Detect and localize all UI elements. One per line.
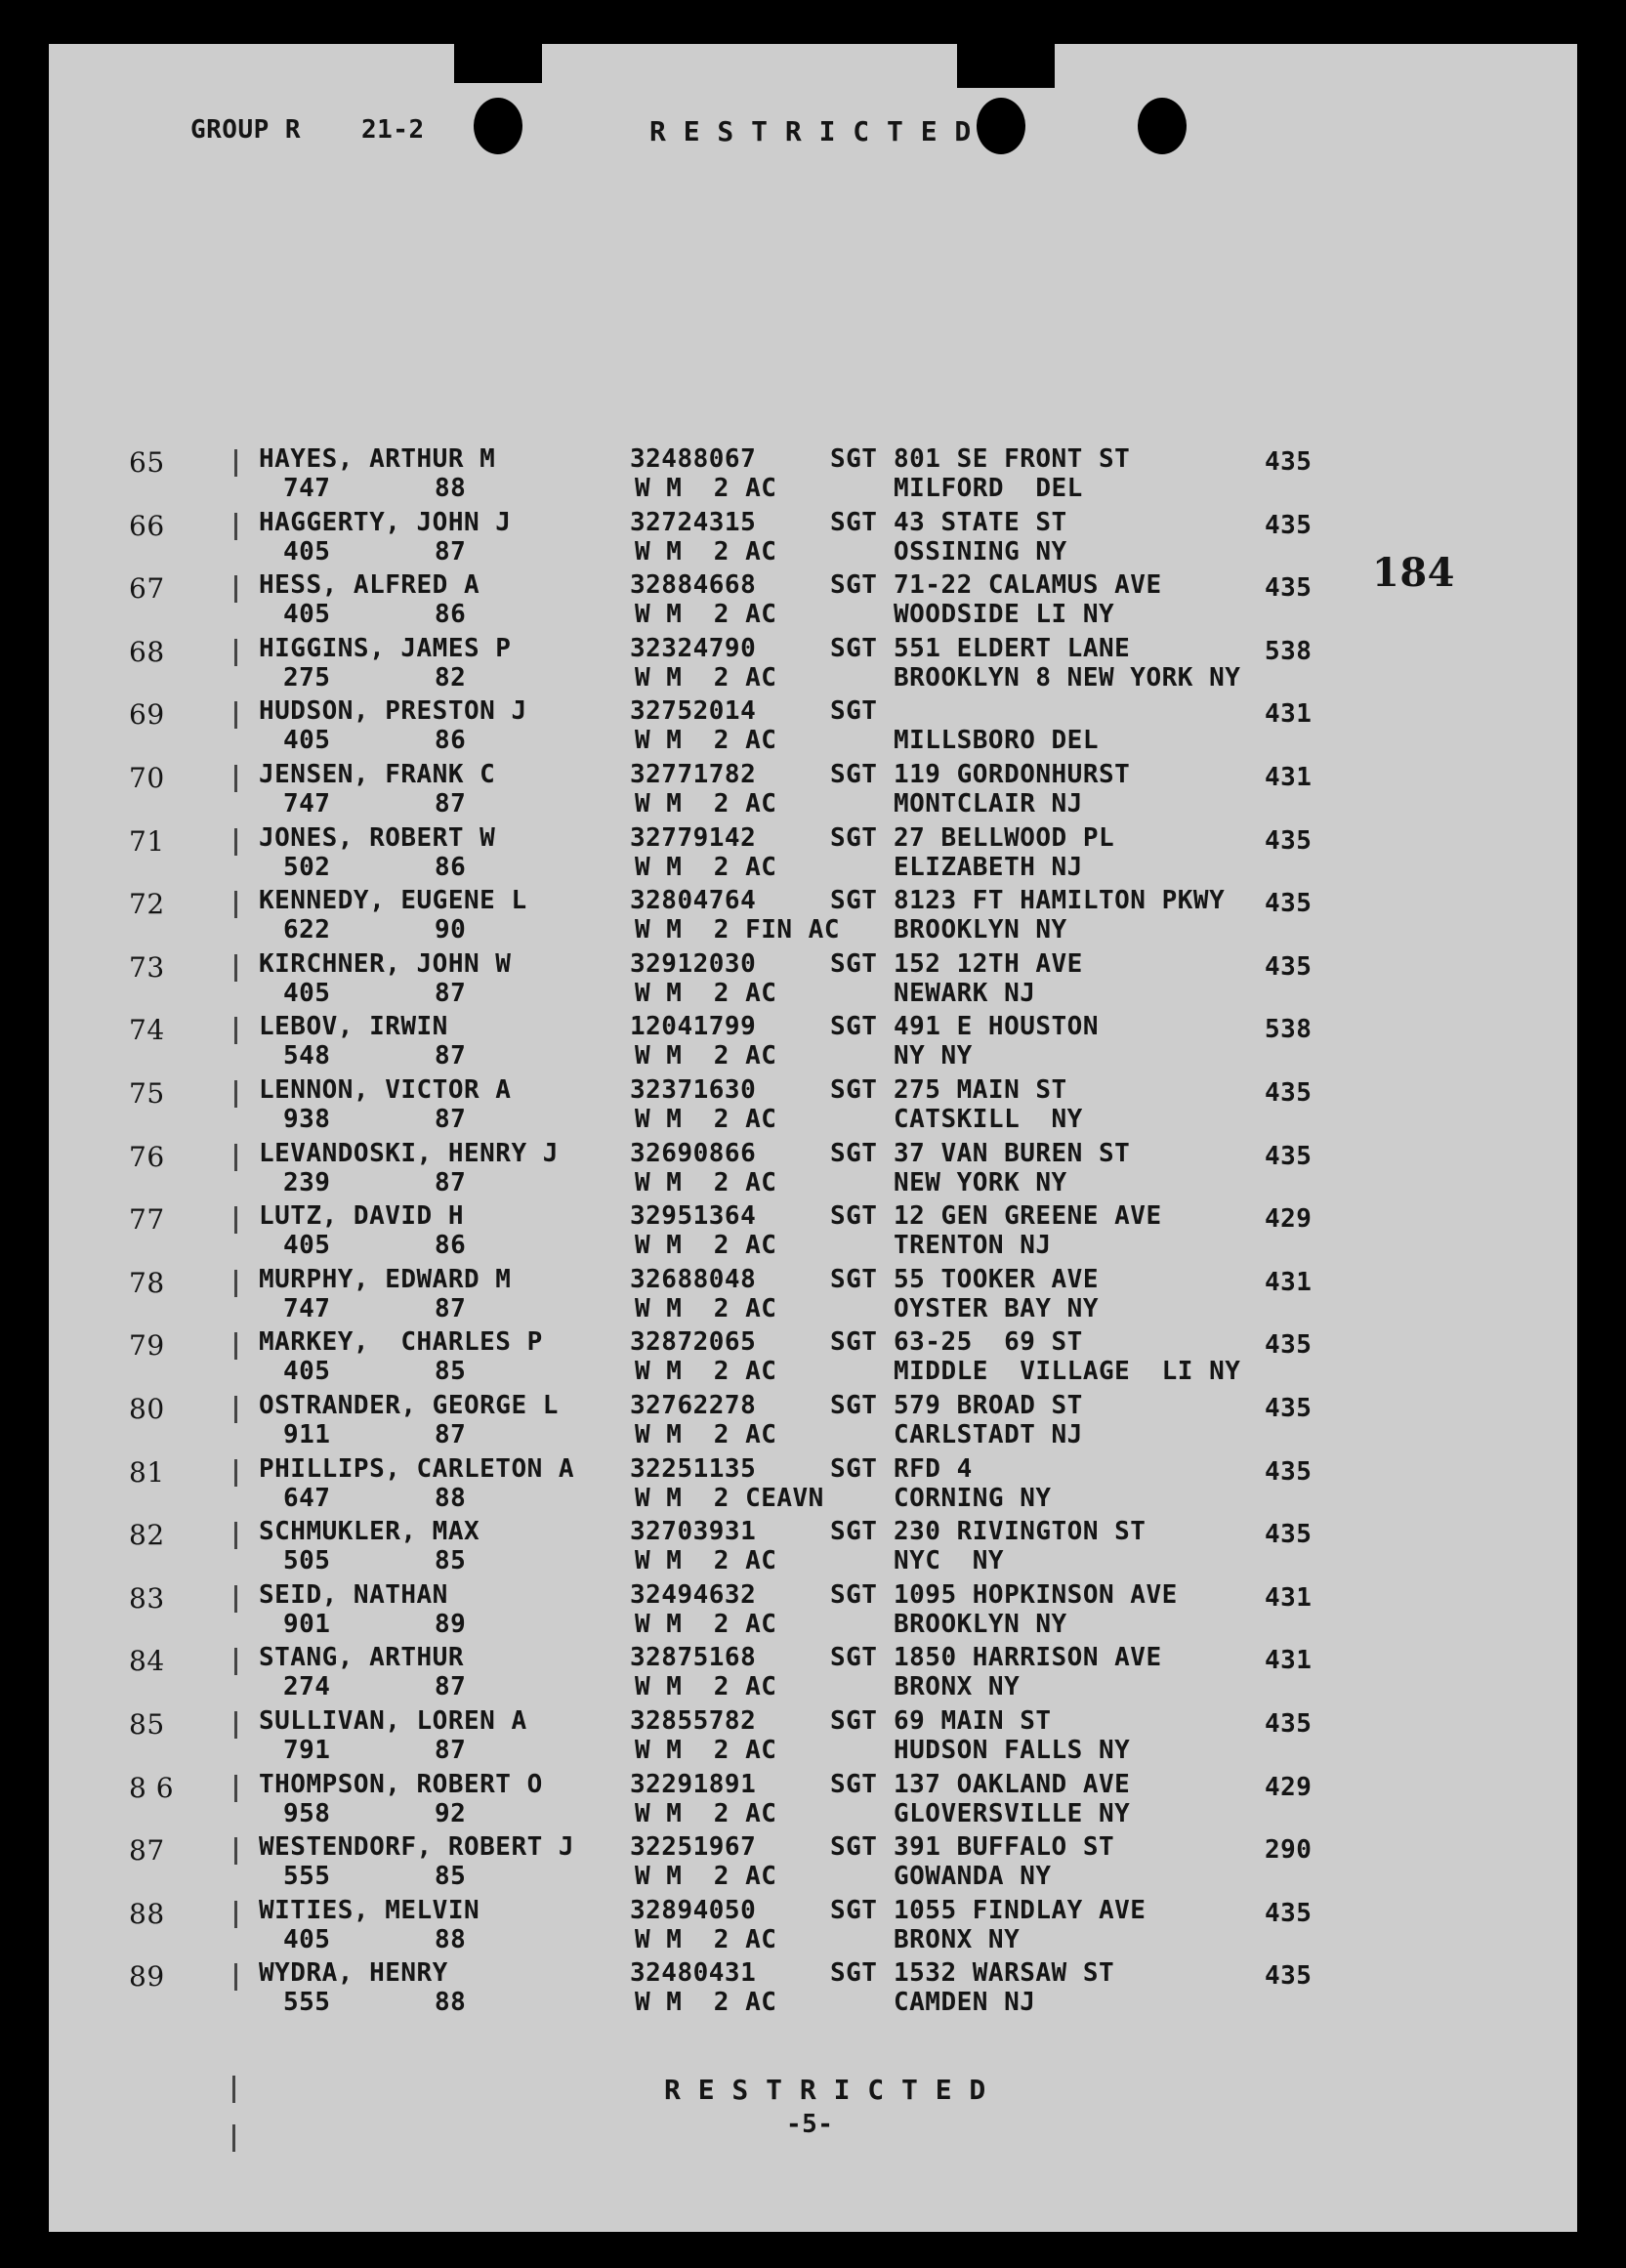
address-street: 55 TOOKER AVE	[894, 1264, 1099, 1294]
margin-tick	[234, 575, 237, 603]
name: SEID, NATHAN	[259, 1579, 448, 1610]
address-city: OYSTER BAY NY	[894, 1293, 1099, 1323]
row-number: 69	[129, 698, 165, 732]
specialty-code: 239	[283, 1167, 331, 1197]
race-sex-branch: W M 2 CEAVN	[635, 1483, 824, 1513]
row-number: 68	[129, 635, 165, 668]
rank: SGT	[830, 1327, 878, 1358]
row-number: 70	[129, 762, 165, 794]
serial-number: 32688048	[630, 1264, 757, 1294]
rank: SGT	[830, 1832, 878, 1863]
row-number: 89	[129, 1960, 165, 1994]
document-page	[49, 44, 1577, 2232]
row-number: 67	[129, 572, 165, 606]
address-street: 275 MAIN ST	[894, 1075, 1067, 1105]
score: 87	[435, 1105, 467, 1134]
name: HESS, ALFRED A	[259, 570, 480, 601]
address-city: HUDSON FALLS NY	[894, 1736, 1131, 1765]
race-sex-branch: W M 2 AC	[635, 1736, 777, 1765]
row-number: 75	[129, 1077, 165, 1110]
name: JONES, ROBERT W	[259, 822, 496, 853]
margin-tick	[234, 1901, 237, 1928]
name: PHILLIPS, CARLETON A	[259, 1453, 575, 1484]
race-sex-branch: W M 2 AC	[635, 1357, 777, 1387]
address-city: MILFORD DEL	[894, 474, 1083, 503]
specialty-code: 548	[283, 1041, 331, 1071]
rank: SGT	[830, 696, 878, 727]
score: 86	[435, 852, 467, 882]
header-restricted: R E S T R I C T E D	[649, 115, 972, 147]
score: 85	[435, 1862, 467, 1892]
score: 87	[435, 536, 467, 567]
specialty-code: 502	[283, 852, 331, 882]
score: 87	[435, 789, 467, 819]
race-sex-branch: W M 2 AC	[635, 1105, 777, 1134]
margin-tick	[234, 1648, 237, 1675]
rank: SGT	[830, 1391, 878, 1420]
rank: SGT	[830, 822, 878, 853]
race-sex-branch: W M 2 AC	[635, 1041, 777, 1071]
station-code: 435	[1265, 573, 1313, 604]
specialty-code: 958	[283, 1798, 331, 1828]
name: LEBOV, IRWIN	[259, 1012, 448, 1042]
address-city: OSSINING NY	[894, 536, 1067, 567]
address-street: 1055 FINDLAY AVE	[894, 1895, 1147, 1925]
serial-number: 32251967	[630, 1832, 757, 1863]
address-city: NEWARK NJ	[894, 978, 1036, 1008]
name: SULLIVAN, LOREN A	[259, 1706, 527, 1736]
torn-edge	[957, 44, 1055, 88]
margin-tick	[234, 639, 237, 666]
score: 85	[435, 1546, 467, 1576]
score: 86	[435, 1231, 467, 1261]
serial-number: 32752014	[630, 696, 757, 727]
score: 82	[435, 662, 467, 693]
margin-tick	[234, 1775, 237, 1802]
address-city: WOODSIDE LI NY	[894, 600, 1115, 630]
address-street: 551 ELDERT LANE	[894, 633, 1131, 663]
rank: SGT	[830, 886, 878, 916]
row-number: 85	[129, 1708, 165, 1741]
score: 88	[435, 1988, 467, 2018]
station-code: 431	[1265, 699, 1313, 730]
rank: SGT	[830, 444, 878, 474]
name: LUTZ, DAVID H	[259, 1201, 464, 1232]
address-city: NEW YORK NY	[894, 1167, 1067, 1197]
address-street: 1850 HARRISON AVE	[894, 1643, 1162, 1673]
specialty-code: 405	[283, 1231, 331, 1261]
serial-number: 32884668	[630, 570, 757, 601]
margin-tick	[234, 828, 237, 856]
score: 86	[435, 600, 467, 630]
race-sex-branch: W M 2 AC	[635, 1988, 777, 2018]
row-number: 80	[129, 1393, 165, 1425]
station-code: 429	[1265, 1772, 1313, 1802]
rank: SGT	[830, 948, 878, 979]
margin-tick	[234, 954, 237, 982]
score: 87	[435, 1420, 467, 1449]
specialty-code: 647	[283, 1483, 331, 1513]
name: WITIES, MELVIN	[259, 1895, 480, 1925]
row-number: 82	[129, 1519, 165, 1552]
address-city: BROOKLYN NY	[894, 1609, 1067, 1639]
name: MARKEY, CHARLES P	[259, 1327, 543, 1358]
serial-number: 12041799	[630, 1012, 757, 1042]
serial-number: 32951364	[630, 1201, 757, 1232]
serial-number: 32324790	[630, 633, 757, 663]
address-city: ELIZABETH NJ	[894, 852, 1083, 882]
row-number: 71	[129, 824, 165, 858]
address-street: 12 GEN GREENE AVE	[894, 1201, 1162, 1232]
address-street: 119 GORDONHURST	[894, 760, 1131, 789]
specialty-code: 405	[283, 1357, 331, 1387]
address-city: NYC NY	[894, 1546, 1005, 1576]
rank: SGT	[830, 1453, 878, 1484]
station-code: 435	[1265, 889, 1313, 919]
address-street: 579 BROAD ST	[894, 1391, 1083, 1420]
row-number: 65	[129, 446, 165, 479]
address-street: 491 E HOUSTON	[894, 1012, 1099, 1042]
race-sex-branch: W M 2 AC	[635, 1420, 777, 1449]
specialty-code: 274	[283, 1672, 331, 1702]
station-code: 538	[1265, 1015, 1313, 1045]
address-city: MILLSBORO DEL	[894, 726, 1099, 756]
row-number: 73	[129, 950, 165, 984]
race-sex-branch: W M 2 AC	[635, 536, 777, 567]
station-code: 431	[1265, 1646, 1313, 1676]
score: 88	[435, 1483, 467, 1513]
margin-tick	[234, 891, 237, 918]
serial-number: 32703931	[630, 1517, 757, 1547]
serial-number: 32875168	[630, 1643, 757, 1673]
margin-tick	[234, 765, 237, 792]
punch-hole	[1138, 98, 1187, 154]
specialty-code: 505	[283, 1546, 331, 1576]
score: 87	[435, 1041, 467, 1071]
specialty-code: 405	[283, 978, 331, 1008]
rank: SGT	[830, 507, 878, 537]
address-city: BRONX NY	[894, 1672, 1021, 1702]
row-number: 84	[129, 1645, 165, 1678]
rank: SGT	[830, 1138, 878, 1168]
address-street: 152 12TH AVE	[894, 948, 1083, 979]
serial-number: 32771782	[630, 760, 757, 789]
margin-tick	[234, 1206, 237, 1234]
margin-tick	[234, 1017, 237, 1044]
rank: SGT	[830, 1706, 878, 1736]
rank: SGT	[830, 1201, 878, 1232]
row-number: 78	[129, 1266, 165, 1299]
serial-number: 32762278	[630, 1391, 757, 1420]
rank: SGT	[830, 1264, 878, 1294]
score: 85	[435, 1357, 467, 1387]
rank: SGT	[830, 1517, 878, 1547]
row-number: 87	[129, 1834, 165, 1868]
address-street: 63-25 69 ST	[894, 1327, 1083, 1358]
address-street: RFD 4	[894, 1453, 973, 1484]
margin-tick	[234, 1332, 237, 1360]
station-code: 290	[1265, 1835, 1313, 1866]
serial-number: 32371630	[630, 1075, 757, 1105]
race-sex-branch: W M 2 AC	[635, 1862, 777, 1892]
address-city: CORNING NY	[894, 1483, 1052, 1513]
rank: SGT	[830, 570, 878, 601]
row-number: 88	[129, 1897, 165, 1930]
footer-restricted: R E S T R I C T E D	[664, 2074, 986, 2106]
rank: SGT	[830, 760, 878, 789]
margin-tick	[234, 1144, 237, 1171]
punch-hole	[474, 98, 522, 154]
address-city: BRONX NY	[894, 1924, 1021, 1954]
address-city: CAMDEN NJ	[894, 1988, 1036, 2018]
station-code: 435	[1265, 1330, 1313, 1361]
race-sex-branch: W M 2 AC	[635, 474, 777, 503]
row-number: 72	[129, 888, 165, 921]
station-code: 435	[1265, 1394, 1313, 1423]
margin-tick	[234, 449, 237, 477]
name: HAYES, ARTHUR M	[259, 444, 496, 474]
specialty-code: 405	[283, 726, 331, 756]
specialty-code: 747	[283, 474, 331, 503]
margin-tick	[234, 1522, 237, 1549]
station-code: 435	[1265, 1141, 1313, 1171]
serial-number: 32804764	[630, 886, 757, 916]
serial-number: 32894050	[630, 1895, 757, 1925]
margin-tick	[234, 1270, 237, 1297]
race-sex-branch: W M 2 AC	[635, 1609, 777, 1639]
name: STANG, ARTHUR	[259, 1643, 464, 1673]
score: 87	[435, 1736, 467, 1765]
address-street: 137 OAKLAND AVE	[894, 1769, 1131, 1799]
serial-number: 32480431	[630, 1958, 757, 1989]
address-city: TRENTON NJ	[894, 1231, 1052, 1261]
score: 87	[435, 1672, 467, 1702]
race-sex-branch: W M 2 AC	[635, 852, 777, 882]
station-code: 429	[1265, 1204, 1313, 1235]
row-number: 8 6	[129, 1771, 175, 1804]
row-number: 74	[129, 1014, 165, 1047]
margin-rule	[232, 2076, 235, 2103]
name: LENNON, VICTOR A	[259, 1075, 512, 1105]
row-number: 77	[129, 1203, 165, 1237]
margin-tick	[234, 1080, 237, 1108]
serial-number: 32855782	[630, 1706, 757, 1736]
score: 87	[435, 1167, 467, 1197]
name: THOMPSON, ROBERT O	[259, 1769, 543, 1799]
rank: SGT	[830, 633, 878, 663]
torn-edge	[454, 44, 542, 83]
row-number: 79	[129, 1329, 165, 1363]
margin-tick	[234, 1711, 237, 1739]
race-sex-branch: W M 2 AC	[635, 662, 777, 693]
score: 86	[435, 726, 467, 756]
station-code: 435	[1265, 1456, 1313, 1487]
margin-tick	[234, 701, 237, 729]
rank: SGT	[830, 1075, 878, 1105]
station-code: 435	[1265, 951, 1313, 982]
specialty-code: 555	[283, 1862, 331, 1892]
station-code: 435	[1265, 825, 1313, 856]
address-street: 37 VAN BUREN ST	[894, 1138, 1131, 1168]
specialty-code: 938	[283, 1105, 331, 1134]
race-sex-branch: W M 2 AC	[635, 1231, 777, 1261]
specialty-code: 911	[283, 1420, 331, 1449]
address-city: MONTCLAIR NJ	[894, 789, 1083, 819]
rank: SGT	[830, 1579, 878, 1610]
specialty-code: 405	[283, 1924, 331, 1954]
group-suffix: 21-2	[361, 115, 425, 145]
race-sex-branch: W M 2 AC	[635, 600, 777, 630]
specialty-code: 747	[283, 1293, 331, 1323]
address-street: 230 RIVINGTON ST	[894, 1517, 1147, 1547]
group-label: GROUP R	[190, 115, 302, 145]
margin-tick	[234, 1963, 237, 1991]
specialty-code: 747	[283, 789, 331, 819]
footer-page-number: -5-	[786, 2110, 834, 2139]
score: 92	[435, 1798, 467, 1828]
address-street: 1095 HOPKINSON AVE	[894, 1579, 1178, 1610]
specialty-code: 405	[283, 600, 331, 630]
station-code: 435	[1265, 1520, 1313, 1550]
name: JENSEN, FRANK C	[259, 760, 496, 789]
rank: SGT	[830, 1643, 878, 1673]
station-code: 431	[1265, 1267, 1313, 1297]
serial-number: 32779142	[630, 822, 757, 853]
address-city: MIDDLE VILLAGE LI NY	[894, 1357, 1241, 1387]
margin-tick	[234, 1585, 237, 1613]
specialty-code: 901	[283, 1609, 331, 1639]
name: OSTRANDER, GEORGE L	[259, 1391, 559, 1420]
race-sex-branch: W M 2 AC	[635, 1798, 777, 1828]
serial-number: 32912030	[630, 948, 757, 979]
address-city: CATSKILL NY	[894, 1105, 1083, 1134]
name: MURPHY, EDWARD M	[259, 1264, 512, 1294]
station-code: 435	[1265, 1898, 1313, 1928]
race-sex-branch: W M 2 AC	[635, 978, 777, 1008]
score: 87	[435, 1293, 467, 1323]
name: HAGGERTY, JOHN J	[259, 507, 512, 537]
address-street: 69 MAIN ST	[894, 1706, 1052, 1736]
margin-tick	[234, 1459, 237, 1487]
specialty-code: 791	[283, 1736, 331, 1765]
serial-number: 32690866	[630, 1138, 757, 1168]
address-street: 43 STATE ST	[894, 507, 1067, 537]
race-sex-branch: W M 2 AC	[635, 1924, 777, 1954]
station-code: 435	[1265, 1961, 1313, 1992]
address-street: 801 SE FRONT ST	[894, 444, 1131, 474]
score: 90	[435, 915, 467, 945]
address-street: 1532 WARSAW ST	[894, 1958, 1115, 1989]
name: HUDSON, PRESTON J	[259, 696, 527, 727]
rank: SGT	[830, 1958, 878, 1989]
station-code: 435	[1265, 1709, 1313, 1739]
station-code: 435	[1265, 447, 1313, 477]
address-city: NY NY	[894, 1041, 973, 1071]
serial-number: 32724315	[630, 507, 757, 537]
station-code: 538	[1265, 636, 1313, 666]
margin-page-number: 184	[1372, 550, 1455, 596]
serial-number: 32251135	[630, 1453, 757, 1484]
name: KIRCHNER, JOHN W	[259, 948, 512, 979]
margin-rule	[232, 2124, 235, 2152]
row-number: 76	[129, 1140, 165, 1173]
race-sex-branch: W M 2 AC	[635, 726, 777, 756]
station-code: 435	[1265, 510, 1313, 540]
address-street: 71-22 CALAMUS AVE	[894, 570, 1162, 601]
score: 89	[435, 1609, 467, 1639]
margin-tick	[234, 1396, 237, 1423]
score: 88	[435, 1924, 467, 1954]
specialty-code: 622	[283, 915, 331, 945]
race-sex-branch: W M 2 FIN AC	[635, 915, 840, 945]
serial-number: 32494632	[630, 1579, 757, 1610]
punch-hole	[977, 98, 1025, 154]
row-number: 81	[129, 1455, 165, 1489]
station-code: 431	[1265, 763, 1313, 792]
name: KENNEDY, EUGENE L	[259, 886, 527, 916]
specialty-code: 405	[283, 536, 331, 567]
serial-number: 32291891	[630, 1769, 757, 1799]
address-street: 391 BUFFALO ST	[894, 1832, 1115, 1863]
rank: SGT	[830, 1769, 878, 1799]
address-city: BROOKLYN 8 NEW YORK NY	[894, 662, 1241, 693]
address-street: 27 BELLWOOD PL	[894, 822, 1115, 853]
address-city: GOWANDA NY	[894, 1862, 1052, 1892]
name: WYDRA, HENRY	[259, 1958, 448, 1989]
race-sex-branch: W M 2 AC	[635, 1672, 777, 1702]
name: WESTENDORF, ROBERT J	[259, 1832, 575, 1863]
address-city: BROOKLYN NY	[894, 915, 1067, 945]
score: 87	[435, 978, 467, 1008]
rank: SGT	[830, 1012, 878, 1042]
specialty-code: 275	[283, 662, 331, 693]
margin-tick	[234, 513, 237, 540]
race-sex-branch: W M 2 AC	[635, 789, 777, 819]
race-sex-branch: W M 2 AC	[635, 1167, 777, 1197]
specialty-code: 555	[283, 1988, 331, 2018]
name: HIGGINS, JAMES P	[259, 633, 512, 663]
margin-tick	[234, 1837, 237, 1865]
name: LEVANDOSKI, HENRY J	[259, 1138, 559, 1168]
station-code: 431	[1265, 1582, 1313, 1613]
address-street: 8123 FT HAMILTON PKWY	[894, 886, 1226, 916]
address-city: CARLSTADT NJ	[894, 1420, 1083, 1449]
row-number: 66	[129, 509, 165, 542]
race-sex-branch: W M 2 AC	[635, 1546, 777, 1576]
rank: SGT	[830, 1895, 878, 1925]
score: 88	[435, 474, 467, 503]
race-sex-branch: W M 2 AC	[635, 1293, 777, 1323]
address-city: GLOVERSVILLE NY	[894, 1798, 1131, 1828]
name: SCHMUKLER, MAX	[259, 1517, 480, 1547]
row-number: 83	[129, 1581, 165, 1615]
serial-number: 32488067	[630, 444, 757, 474]
serial-number: 32872065	[630, 1327, 757, 1358]
station-code: 435	[1265, 1078, 1313, 1108]
